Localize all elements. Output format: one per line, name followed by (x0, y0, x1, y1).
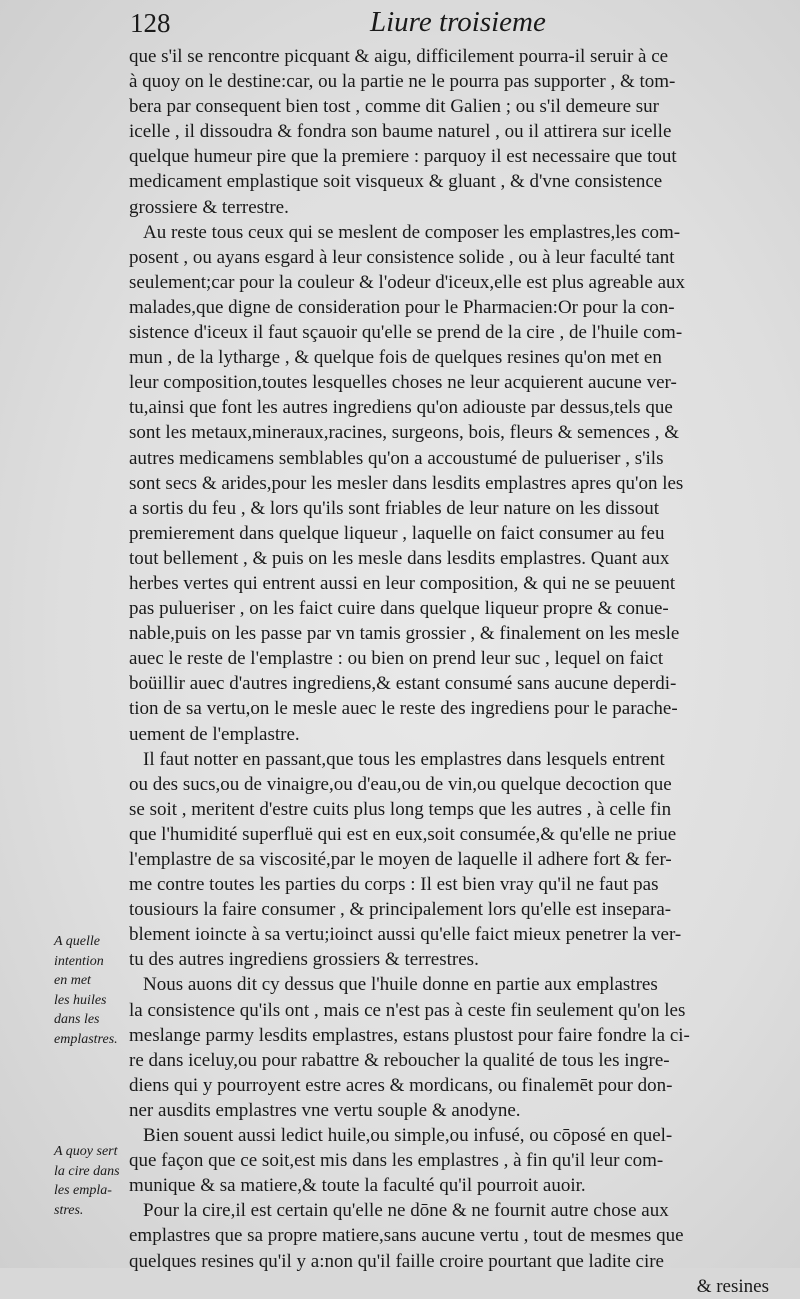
text-line: malades,que digne de consideration pour le Pharmacien:Or pour la con- (129, 296, 675, 318)
text-line: emplastres que sa propre matiere,sans aucune vertu , tout de mesmes que (129, 1225, 684, 1247)
text-line: tu,ainsi que font les autres ingrediens qu'on adiouste par dessus,tels que (129, 397, 673, 419)
page-header (0, 2, 800, 42)
margin-note-line: emplastres. (54, 1031, 118, 1047)
text-line: boüillir auec d'autres ingrediens,& estant consumé sans aucune deperdi- (129, 673, 677, 695)
text-line: premierement dans quelque liqueur , laquelle on faict consumer au feu (129, 522, 665, 544)
text-line: herbes vertes qui entrent aussi en leur composition, & qui ne se peuuent (129, 572, 676, 594)
text-line: icelle , il dissoudra & fondra son baume naturel , ou il attirera sur icelle (129, 121, 672, 143)
text-line: quelque humeur pire que la premiere : parquoy il est necessaire que tout (129, 146, 677, 168)
text-line: tu des autres ingrediens grossiers & terrestres. (129, 949, 479, 971)
text-line: me contre toutes les parties du corps : Il est bien vray qu'il ne faut pas (129, 874, 659, 896)
text-line: tion de sa vertu,on le mesle auec le reste des ingrediens pour le parache- (129, 698, 678, 720)
text-line: ner ausdits emplastres vne vertu souple & anodyne. (129, 1099, 521, 1121)
margin-note-line: A quoy sert (54, 1144, 118, 1159)
margin-note-line: stres. (54, 1202, 84, 1218)
running-head: Liure troisieme (370, 6, 546, 38)
text-line: medicament emplastique soit visqueux & gluant , & d'vne consistence (129, 171, 663, 193)
text-line: pas pulueriser , on les faict cuire dans quelque liqueur propre & conue- (129, 598, 669, 620)
text-line: Au reste tous ceux qui se meslent de composer les emplastres,les com- (143, 221, 681, 243)
margin-note-line: les empla- (54, 1183, 112, 1198)
text-line: tout bellement , & puis on les mesle dans lesdits emplastres. Quant aux (129, 547, 670, 569)
page-number: 128 (130, 8, 171, 38)
text-line: re dans iceluy,ou pour rabattre & reboucher la qualité de tous les ingre- (129, 1049, 670, 1071)
text-line: sont secs & arides,pour les mesler dans lesdits emplastres apres qu'on les (129, 472, 684, 494)
margin-note-line: la cire dans (54, 1163, 120, 1179)
text-line: bera par consequent bien tost , comme dit Galien ; ou s'il demeure sur (129, 96, 659, 118)
text-line: uement de l'emplastre. (129, 723, 300, 745)
text-line: la consistence qu'ils ont , mais ce n'est pas à ceste fin seulement qu'on les (129, 999, 686, 1021)
text-line: quelques resines qu'il y a:non qu'il faille croire pourtant que ladite cire (129, 1250, 664, 1272)
text-line: seulement;car pour la couleur & l'odeur d'iceux,elle est plus agreable aux (129, 271, 686, 293)
text-line: auec le reste de l'emplastre : ou bien on prend leur suc , lequel on faict (129, 648, 664, 670)
text-line: Il faut notter en passant,que tous les emplastres dans lesquels entrent (143, 748, 665, 770)
text-line: que s'il se rencontre picquant & aigu, difficilement pourra-il seruir à ce (129, 46, 669, 67)
body-text (129, 44, 769, 1299)
text-line: grossiere & terrestre. (129, 196, 289, 218)
text-line: posent , ou ayans esgard à leur consistence solide , ou à leur faculté tant (129, 246, 675, 268)
margin-note-cire (54, 1142, 138, 1220)
text-line: à quoy on le destine:car, ou la partie ne le pourra pas supporter , & tom- (129, 71, 676, 93)
text-line: diens qui y pourroyent estre acres & mordicans, ou finalemēt pour don- (129, 1074, 673, 1096)
text-line: sont les metaux,mineraux,racines, surgeons, bois, fleurs & semences , & (129, 422, 679, 444)
text-line: que façon que ce soit,est mis dans les emplastres , à fin qu'il leur com- (129, 1150, 664, 1172)
text-line: se soit , meritent d'estre cuits plus long temps que les autres , à celle fin (129, 798, 672, 820)
text-line: Bien souent aussi ledict huile,ou simple,ou infusé, ou cōposé en quel- (143, 1125, 673, 1147)
text-line: leur composition,toutes lesquelles choses ne leur acquierent aucune ver- (129, 372, 677, 394)
text-line: tousiours la faire consumer , & principalement lors qu'elle est insepara- (129, 899, 672, 921)
text-line: l'emplastre de sa viscosité,par le moyen de laquelle il adhere fort & fer- (129, 849, 672, 870)
margin-note-line: A quelle (54, 934, 101, 949)
text-line: ou des sucs,ou de vinaigre,ou d'eau,ou de vin,ou quelque decoction que (129, 773, 672, 795)
margin-note-line: intention (54, 953, 104, 969)
catchword: & resines (696, 1275, 769, 1297)
text-line: mun , de la lytharge , & quelque fois de quelques resines qu'on met en (129, 347, 662, 369)
text-line: autres medicamens semblables qu'on a accoustumé de pulueriser , s'ils (129, 447, 664, 469)
margin-note-huiles (54, 932, 138, 1049)
text-line: que l'humidité superfluë qui est en eux,soit consumée,& qu'elle ne priue (129, 823, 677, 845)
text-line: a sortis du feu , & lors qu'ils sont friables de leur nature on les dissout (129, 497, 660, 519)
text-line: sistence d'iceux il faut sçauoir qu'elle se prend de la cire , de l'huile com- (129, 322, 683, 344)
margin-note-line: en met (54, 973, 91, 988)
text-line: munique & sa matiere,& toute la faculté qu'il pourroit auoir. (129, 1175, 586, 1197)
text-line: blement ioincte à sa vertu;ioinct aussi qu'elle faict mieux penetrer la ver- (129, 924, 682, 946)
margin-note-line: les huiles (54, 992, 107, 1008)
text-line: Pour la cire,il est certain qu'elle ne dōne & ne fournit autre chose aux (143, 1200, 669, 1222)
text-line: meslange parmy lesdits emplastres, estans plustost pour faire fondre la ci- (129, 1024, 690, 1046)
text-line: Nous auons dit cy dessus que l'huile donne en partie aux emplastres (143, 974, 658, 996)
margin-note-line: dans les (54, 1012, 100, 1027)
text-line: nable,puis on les passe par vn tamis grossier , & finalement on les mesle (129, 623, 680, 645)
